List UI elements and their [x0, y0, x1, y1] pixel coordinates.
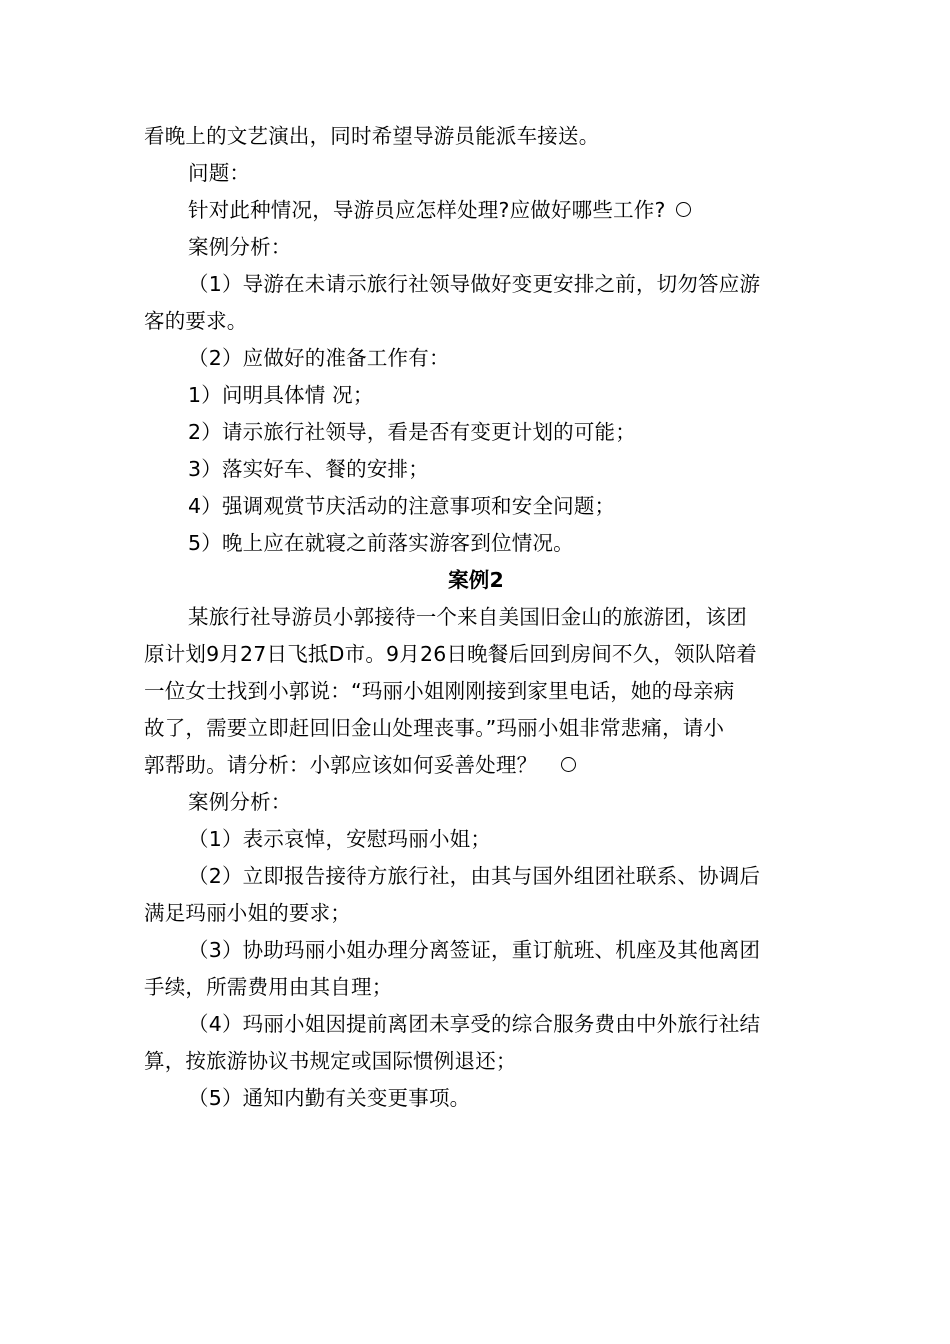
case1-sub-item: 1）问明具体情 况； — [188, 383, 374, 407]
case1-sub-item: 5）晚上应在就寝之前落实游客到位情况。 — [188, 531, 574, 555]
document-page — [144, 118, 808, 1117]
case2-point-continuation: 手续，所需费用由其自理； — [144, 975, 393, 999]
case2-point-continuation: 满足玛丽小姐的要求； — [144, 901, 351, 925]
case1-question-label: 问题： — [188, 161, 251, 185]
case2-point-continuation: 算，按旅游协议书规定或国际惯例退还； — [144, 1049, 517, 1073]
case2-point: （2）立即报告接待方旅行社，由其与国外组团社联系、协调后 — [188, 864, 761, 888]
case1-point1-line2: 客的要求。 — [144, 309, 248, 333]
case2-analysis-label: 案例分析： — [188, 790, 292, 814]
circle-mark-icon — [561, 757, 576, 772]
case1-sub-item: 4）强调观赏节庆活动的注意事项和安全问题； — [188, 494, 616, 518]
case1-point1-line1: （1）导游在未请示旅行社领导做好变更安排之前，切勿答应游 — [188, 272, 761, 296]
case1-point2: （2）应做好的准备工作有： — [188, 346, 450, 370]
case2-point: （3）协助玛丽小姐办理分离签证，重订航班、机座及其他离团 — [188, 938, 761, 962]
case2-paragraph-last-line — [144, 747, 808, 784]
case2-point: （5）通知内勤有关变更事项。 — [188, 1086, 471, 1110]
case1-analysis-label: 案例分析： — [188, 235, 292, 259]
case2-paragraph-line: 某旅行社导游员小郭接待一个来自美国旧金山的旅游团，该团 — [188, 605, 747, 629]
case2-point: （1）表示哀悼，安慰玛丽小姐； — [188, 827, 492, 851]
case1-sub-item: 3）落实好车、餐的安排； — [188, 457, 429, 481]
circle-mark-icon — [676, 202, 691, 217]
case1-question-content: 针对此种情况，导游员应怎样处理?应做好哪些工作? — [188, 198, 666, 222]
case1-continuation-line: 看晚上的文艺演出，同时希望导游员能派车接送。 — [144, 124, 600, 148]
case1-sub-item: 2）请示旅行社领导，看是否有变更计划的可能； — [188, 420, 636, 444]
case2-point: （4）玛丽小姐因提前离团未享受的综合服务费由中外旅行社结 — [188, 1012, 761, 1036]
case2-paragraph-line: 一位女士找到小郭说：“玛丽小姐刚刚接到家里电话，她的母亲病 — [144, 679, 735, 703]
case1-question-text — [144, 192, 808, 229]
case2-paragraph-line: 郭帮助。请分析：小郭应该如何妥善处理？ — [144, 753, 538, 777]
case2-title: 案例2 — [448, 568, 504, 592]
case2-paragraph-line: 故了，需要立即赶回旧金山处理丧事。”玛丽小姐非常悲痛，请小 — [144, 716, 725, 740]
case2-paragraph-line: 原计划9月27日飞抵D市。9月26日晚餐后回到房间不久，领队陪着 — [144, 642, 757, 666]
